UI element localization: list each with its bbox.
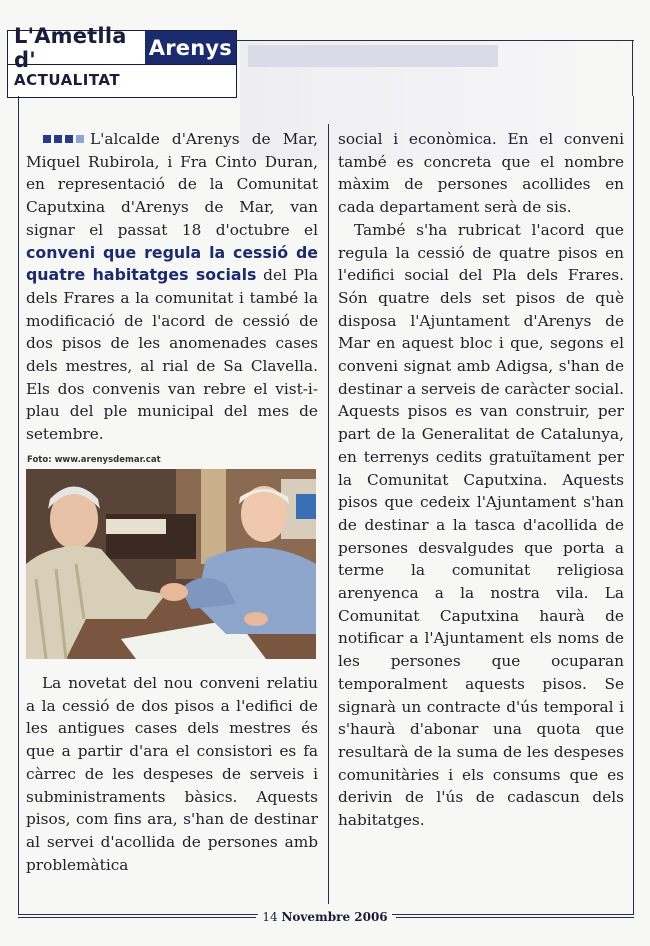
title-part-1: L'Ametlla d' bbox=[14, 23, 127, 72]
right-paragraph-1: social i econòmica. En el conveni també es concreta que el nombre màxim de persones acollides en cada departament serà de sis. bbox=[338, 130, 624, 217]
publication-title bbox=[8, 23, 236, 72]
issue-date: Novembre 2006 bbox=[281, 910, 388, 924]
header-box bbox=[7, 23, 237, 98]
lead-text-start: L'alcalde d'Arenys de Mar, Miquel Rubirola, i Fra Cinto Duran, en representació de la Comunitat Caputxina d'Arenys de Mar, van signar el passat 18 d'octubre el bbox=[26, 130, 318, 239]
lead-squares-icon bbox=[43, 135, 84, 143]
right-paragraph-2: També s'ha rubricat l'acord que regula la cessió de quatre pisos en l'edifici social del Pla dels Frares. Són quatre dels set pisos de què disposa l'Ajuntament d'Arenys de Mar en aquest bloc i que, segons el conveni signat amb Adigsa, s'han de destinar a serveis de caràcter social. Aquests pisos es van construir, per part de la Generalitat de Catalunya, en terrenys cedits gratuïtament per la Comunitat Caputxina. Aquests pisos que cedeix l'Ajuntament s'han de destinar a la tasca d'acollida de persones desvalgudes que porta a terme la comunitat religiosa arenyenca a la nostra vila. La Comunitat Caputxina haurà de notificar a l'Ajuntament els noms de les persones que ocuparan temporalment aquests pisos. Se signarà un contracte d'ús temporal i s'haurà d'abonar una quota que resultarà de la suma de les despeses comunitàries i els consums que es derivin de l'ús de cadascun dels habitatges. bbox=[338, 220, 624, 830]
frame-right-border bbox=[632, 40, 633, 96]
lead-text-end: del Pla dels Frares a la comunitat i també la modificació de l'acord de cessió de dos pisos de les anomenades cases dels mestres, al rial de Sa Clavella. Els dos convenis van rebre el vist-i-plau del ple municipal del mes de setembre. bbox=[26, 266, 318, 444]
lead-paragraph bbox=[26, 128, 318, 446]
right-column bbox=[338, 128, 624, 832]
left-paragraph-2: La novetat del nou conveni relatiu a la cessió de dos pisos a l'edifici de les antigues cases dels mestres és que a partir d'ara el consistori es fa càrrec de les despeses de serveis i subministraments bàsics. Aquests pisos, com fins ara, s'han de destinar al servei d'acollida de persones amb problemàtica bbox=[26, 674, 318, 874]
page-number: 14 bbox=[262, 910, 278, 924]
title-part-2: Arenys bbox=[145, 31, 236, 64]
article-photo bbox=[26, 469, 316, 659]
lead-text-bold: conveni que regula la cessió de quatre habitatges socials bbox=[26, 242, 318, 285]
section-label: ACTUALITAT bbox=[14, 71, 121, 89]
frame-top-border bbox=[235, 40, 634, 41]
left-column bbox=[26, 128, 318, 446]
background-bleed-bar bbox=[248, 45, 498, 67]
column-divider bbox=[328, 124, 329, 904]
photo-credit: Foto: www.arenysdemar.cat bbox=[27, 455, 161, 465]
left-column-lower bbox=[26, 672, 318, 876]
page-footer bbox=[0, 910, 650, 924]
handshake-photo-image bbox=[26, 469, 316, 659]
